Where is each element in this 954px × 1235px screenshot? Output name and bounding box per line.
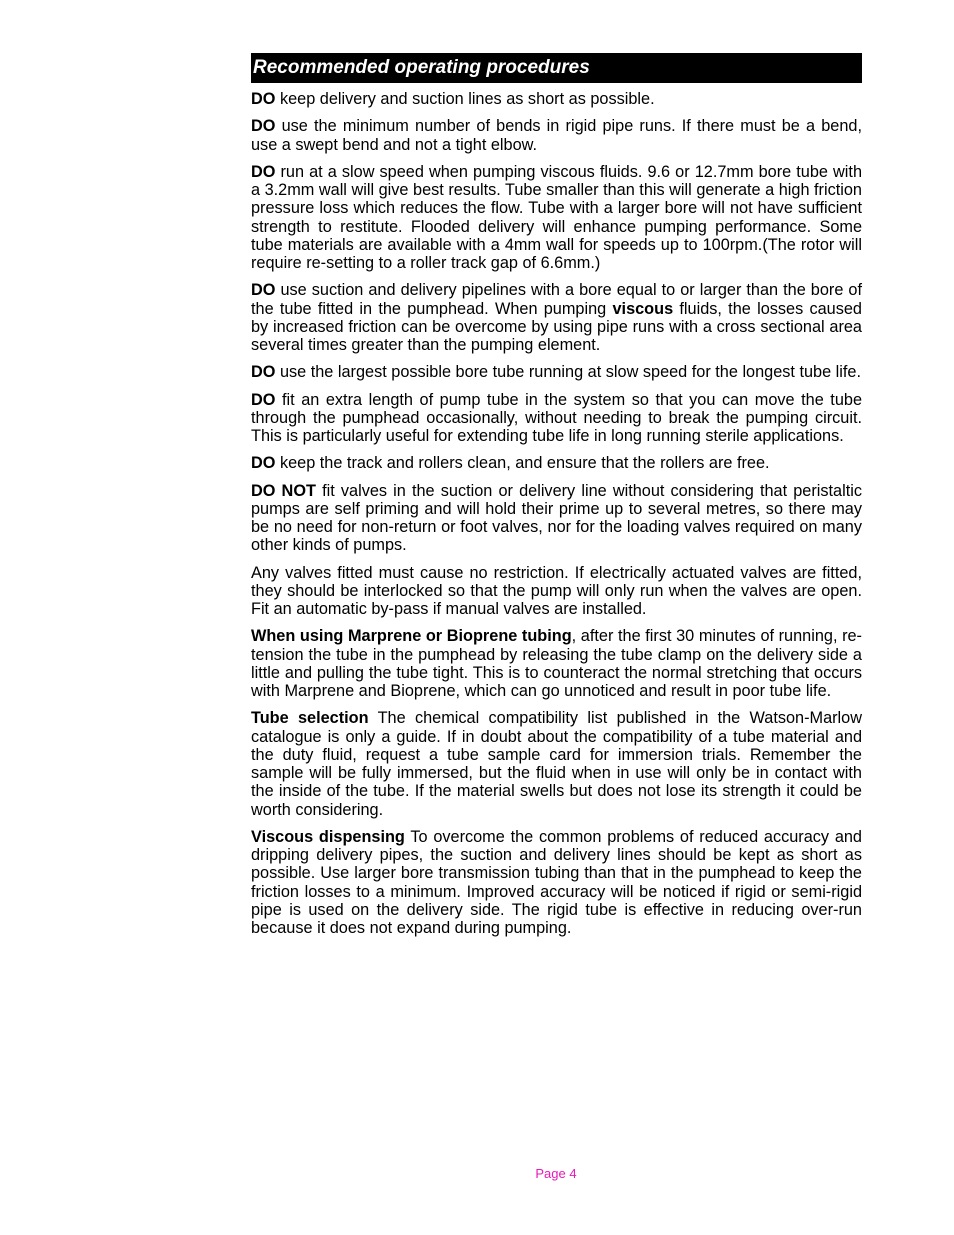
paragraph-text: use the minimum number of bends in rigid pipe runs. If there must be a bend, use a swept bend and not a tight elbow.	[251, 117, 862, 154]
paragraph-text: fit valves in the suction or delivery line without considering that peristaltic pumps are self priming and will hold their prime up to several metres, so there may be no need for non-return or foot valves, nor for the loading valves required on many other kinds of pumps.	[251, 481, 863, 555]
paragraph-1	[251, 90, 862, 108]
paragraph-lead: DO NOT	[251, 481, 316, 500]
page-number: Page 4	[535, 1166, 577, 1181]
paragraph-text: use suction and delivery pipelines with a bore equal to or larger than the bore of the tube fitted in the pumphead. When pumping	[251, 281, 862, 318]
paragraph-lead: DO	[251, 117, 276, 136]
paragraph-lead: DO	[251, 281, 276, 300]
paragraph-lead: DO	[251, 454, 276, 473]
paragraph-text: keep the track and rollers clean, and ensure that the rollers are free.	[275, 454, 770, 473]
paragraph-6	[251, 391, 862, 446]
paragraph-text: Any valves fitted must cause no restriction. If electrically actuated valves are fitted, they should be interlocked so that the pump will only run when the valves are open. Fit an automatic by-pass if manual valves are installed.	[251, 563, 862, 618]
paragraph-lead: DO	[251, 90, 276, 108]
paragraph-text: , after the first 30 minutes of running, re-tension the tube in the pumphead by releasing the tube clamp on the delivery side a little and pulling the tube tight. This is to counteract the normal stretching that occurs with Marprene and Bioprene, which can go unnoticed and result in poor tube life.	[251, 627, 862, 700]
paragraph-lead: Viscous dispensing	[251, 827, 405, 846]
paragraph-10	[251, 627, 862, 700]
paragraph-text: keep delivery and suction lines as short as possible.	[275, 90, 655, 108]
paragraph-2	[251, 117, 862, 154]
paragraph-lead: DO	[251, 162, 276, 181]
paragraph-emphasis: viscous	[612, 299, 674, 318]
paragraph-text: run at a slow speed when pumping viscous fluids. 9.6 or 12.7mm bore tube with a 3.2mm wall will give best results. Tube smaller than this will generate a high friction pressure loss which reduces the flow. Tube with a larger bore will not have sufficient strength to restitute. Flooded delivery will enhance pumping performance. Some tube materials are available with a 4mm wall for speeds up to 100rpm.(The rotor will require re-setting to a roller track gap of 6.6mm.)	[251, 162, 862, 272]
paragraph-text: fluids, the losses caused by increased friction can be overcome by using pipe runs with a cross sectional area several times greater than the pumping element.	[251, 299, 862, 354]
paragraph-5	[251, 363, 862, 381]
paragraph-lead: When using Marprene or Bioprene tubing	[251, 627, 572, 646]
paragraph-7	[251, 454, 862, 472]
paragraph-9	[251, 564, 862, 619]
paragraph-8	[251, 482, 862, 555]
document-body	[251, 53, 862, 946]
section-title: Recommended operating procedures	[251, 53, 862, 83]
paragraph-lead: DO	[251, 390, 276, 409]
paragraph-3	[251, 163, 862, 273]
paragraph-text: fit an extra length of pump tube in the system so that you can move the tube through the pumphead occasionally, without needing to break the pumping circuit. This is particularly useful for extending tube life in long running sterile applications.	[251, 390, 862, 445]
paragraph-11	[251, 709, 862, 819]
paragraph-text: use the largest possible bore tube running at slow speed for the longest tube life.	[275, 363, 862, 382]
paragraph-12	[251, 828, 862, 938]
paragraph-text: To overcome the common problems of reduced accuracy and dripping delivery pipes, the suction and delivery lines should be kept as short as possible. Use larger bore transmission tubing than that in the pumphead to keep the friction losses to a minimum. Improved accuracy will be noticed if rigid or semi-rigid pipe is used on the delivery side. The rigid tube is effective in reducing over-run because it does not expand during pumping.	[251, 827, 862, 937]
paragraph-lead: Tube selection	[251, 709, 369, 728]
paragraph-4	[251, 281, 862, 354]
paragraph-lead: DO	[251, 363, 276, 382]
paragraph-text: The chemical compatibility list published in the Watson-Marlow catalogue is only a guide. If in doubt about the compatibility of a tube material and the duty fluid, request a tube sample card for immersion trials. Remember the sample will be fully immersed, but the fluid when in use will only be in contact with the inside of the tube. If the material swells but does not lose its strength it could be worth considering.	[251, 709, 862, 819]
